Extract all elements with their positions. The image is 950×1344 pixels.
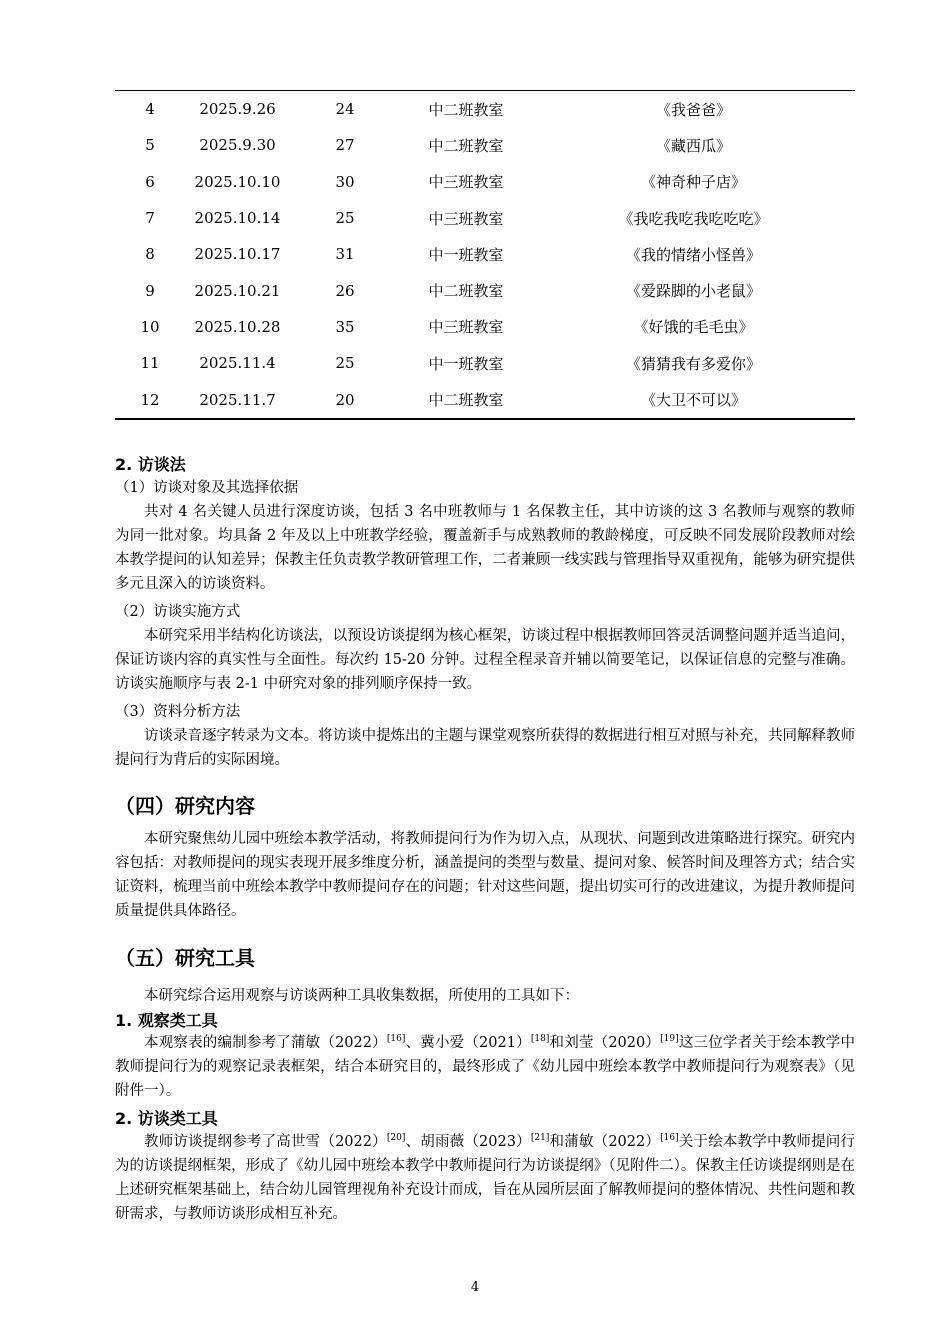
table-cell-count: 24 <box>335 100 355 119</box>
table-cell-no: 9 <box>145 281 155 300</box>
table-cell-no: 4 <box>145 100 155 119</box>
paragraph-text: 本研究综合运用观察与访谈两种工具收集数据，所使用的工具如下： <box>144 988 579 1004</box>
table-cell-book: 《大卫不可以》 <box>640 391 746 410</box>
table-cell-place: 中二班教室 <box>428 136 504 155</box>
research-content-heading: （四）研究内容 <box>115 794 255 818</box>
interview-heading: 2. 访谈法 <box>115 455 186 474</box>
research-tools-heading: （五）研究工具 <box>115 946 255 970</box>
table-row <box>115 309 855 345</box>
table-cell-place: 中三班教室 <box>428 173 504 192</box>
table-cell-place: 中二班教室 <box>428 282 504 301</box>
table-row <box>115 91 855 127</box>
interview-sub3: （3）资料分析方法 <box>115 704 241 720</box>
table-cell-date: 2025.10.17 <box>194 245 281 264</box>
table-cell-place: 中三班教室 <box>428 209 504 228</box>
table-row <box>115 272 855 308</box>
citation: [19] <box>660 1034 679 1044</box>
citation: [16] <box>386 1034 406 1044</box>
table-cell-book: 《藏西瓜》 <box>655 136 731 155</box>
table-cell-count: 25 <box>335 209 355 228</box>
table-cell-place: 中二班教室 <box>428 100 504 119</box>
table-row <box>115 127 855 163</box>
text-run: 教师访谈提纲参考了高世雪（2022） <box>144 1134 387 1150</box>
citation: [18] <box>530 1034 550 1044</box>
interview-tool-paragraph <box>115 1130 855 1226</box>
page-number: 4 <box>470 1280 480 1295</box>
paragraph-text: 本研究采用半结构化访谈法，以预设访谈提纲为核心框架，访谈过程中根据教师回答灵活调整问题并适当追问，保证访谈内容的真实性与全面性。每次约 15-20 分钟。过程全程录音并辅以简要笔记，以保证信息的完整与准确。访谈实施顺序与表 2-1 中研究对象的排列顺序保持一致。 <box>115 628 855 692</box>
interview-paragraph-2 <box>115 624 855 696</box>
table-cell-book: 《我的情绪小怪兽》 <box>625 245 761 264</box>
table-cell-count: 35 <box>335 317 355 336</box>
interview-paragraph-1 <box>115 500 855 596</box>
table-cell-date: 2025.9.26 <box>199 100 276 119</box>
table-cell-book: 《好饿的毛毛虫》 <box>633 318 754 337</box>
citation: [21] <box>530 1133 550 1143</box>
paragraph-text: 访谈录音逐字转录为文本。将访谈中提炼出的主题与课堂观察所获得的数据进行相互对照与补充，共同解释教师提问行为背后的实际困境。 <box>115 728 855 768</box>
table-row <box>115 200 855 236</box>
table-cell-book: 《猜猜我有多爱你》 <box>625 354 761 373</box>
tools-intro <box>115 984 855 1008</box>
text-run: 和刘莹（2020） <box>549 1035 661 1051</box>
table-row <box>115 381 855 417</box>
table-cell-count: 30 <box>335 172 355 191</box>
table-cell-date: 2025.10.21 <box>194 281 281 300</box>
observation-tool-heading: 1. 观察类工具 <box>115 1011 218 1030</box>
table-cell-place: 中二班教室 <box>428 391 504 410</box>
interview-sub1: （1）访谈对象及其选择依据 <box>115 480 299 496</box>
table-row <box>115 345 855 381</box>
table-cell-no: 8 <box>145 245 155 264</box>
table-cell-book: 《我爸爸》 <box>655 100 731 119</box>
table-cell-count: 20 <box>335 390 355 409</box>
text-run: 、胡雨薇（2023） <box>405 1134 531 1150</box>
text-run: 本观察表的编制参考了蒲敏（2022） <box>144 1035 387 1051</box>
interview-tool-heading: 2. 访谈类工具 <box>115 1109 218 1128</box>
research-content-paragraph <box>115 827 855 923</box>
table-cell-no: 5 <box>145 136 155 155</box>
table-cell-book: 《我吃我吃我吃吃吃》 <box>618 209 769 228</box>
table-cell-date: 2025.10.10 <box>194 172 281 191</box>
table-row <box>115 236 855 272</box>
table-cell-date: 2025.11.4 <box>199 354 276 373</box>
table-cell-date: 2025.9.30 <box>199 136 276 155</box>
text-run: 和蒲敏（2022） <box>549 1134 661 1150</box>
citation: [16] <box>660 1133 679 1143</box>
table-cell-place: 中一班教室 <box>428 245 504 264</box>
table-cell-place: 中三班教室 <box>428 318 504 337</box>
table-cell-book: 《神奇种子店》 <box>640 173 746 192</box>
table-cell-no: 12 <box>140 390 160 409</box>
table-cell-no: 10 <box>140 317 160 336</box>
table-cell-no: 11 <box>140 354 160 373</box>
paragraph-text: 共对 4 名关键人员进行深度访谈，包括 3 名中班教师与 1 名保教主任，其中访谈的这 3 名教师与观察的教师为同一批对象。均具备 2 年及以上中班教学经验，覆盖新手与成熟教师的教龄梯度，可反映不同发展阶段教师对绘本教学提问的认知差异；保教主任负责教学教研管理工作，二者兼顾一线实践与管理指导双重视角，能够为研究提供多元且深入的访谈资料。 <box>115 504 855 592</box>
text-run: 、冀小爱（2021） <box>405 1035 531 1051</box>
table-cell-date: 2025.11.7 <box>199 390 276 409</box>
table-body <box>115 91 855 418</box>
table-cell-count: 26 <box>335 281 355 300</box>
table-cell-book: 《爱跺脚的小老鼠》 <box>625 282 761 301</box>
text-run: 关于绘本教学中教师提问行为的访谈提纲框架，形成了《幼儿园中班绘本教学中教师提问行为访谈提纲》（见附件二）。保教主任访谈提纲则是在上述研究框架基础上，结合幼儿园管理视角补充设计而成，旨在从园所层面了解教师提问的整体情况、共性问题和教研需求，与教师访谈形成相互补充。 <box>115 1134 856 1222</box>
text-run: 这三位学者关于绘本教学中教师提问行为的观察记录表框架，结合本研究目的，最终形成了《幼儿园中班绘本教学中教师提问行为观察表》（见附件一）。 <box>115 1035 856 1099</box>
table-cell-count: 25 <box>335 354 355 373</box>
citation: [20] <box>386 1133 406 1143</box>
table-cell-date: 2025.10.14 <box>194 209 281 228</box>
table-bottom-rule <box>115 418 855 420</box>
observation-table <box>115 90 855 420</box>
table-cell-place: 中一班教室 <box>428 354 504 373</box>
table-cell-count: 27 <box>335 136 355 155</box>
observation-tool-paragraph <box>115 1031 855 1103</box>
table-row <box>115 164 855 200</box>
paragraph-text: 本研究聚焦幼儿园中班绘本教学活动，将教师提问行为作为切入点，从现状、问题到改进策略进行探究。研究内容包括：对教师提问的现实表现开展多维度分析，涵盖提问的类型与数量、提问对象、候答时间及理答方式；结合实证资料，梳理当前中班绘本教学中教师提问存在的问题；针对这些问题，提出切实可行的改进建议，为提升教师提问质量提供具体路径。 <box>115 831 855 919</box>
interview-paragraph-3 <box>115 724 855 772</box>
table-cell-no: 6 <box>145 172 155 191</box>
table-cell-count: 31 <box>335 245 355 264</box>
table-cell-date: 2025.10.28 <box>194 317 281 336</box>
interview-sub2: （2）访谈实施方式 <box>115 604 241 620</box>
table-cell-no: 7 <box>145 209 155 228</box>
